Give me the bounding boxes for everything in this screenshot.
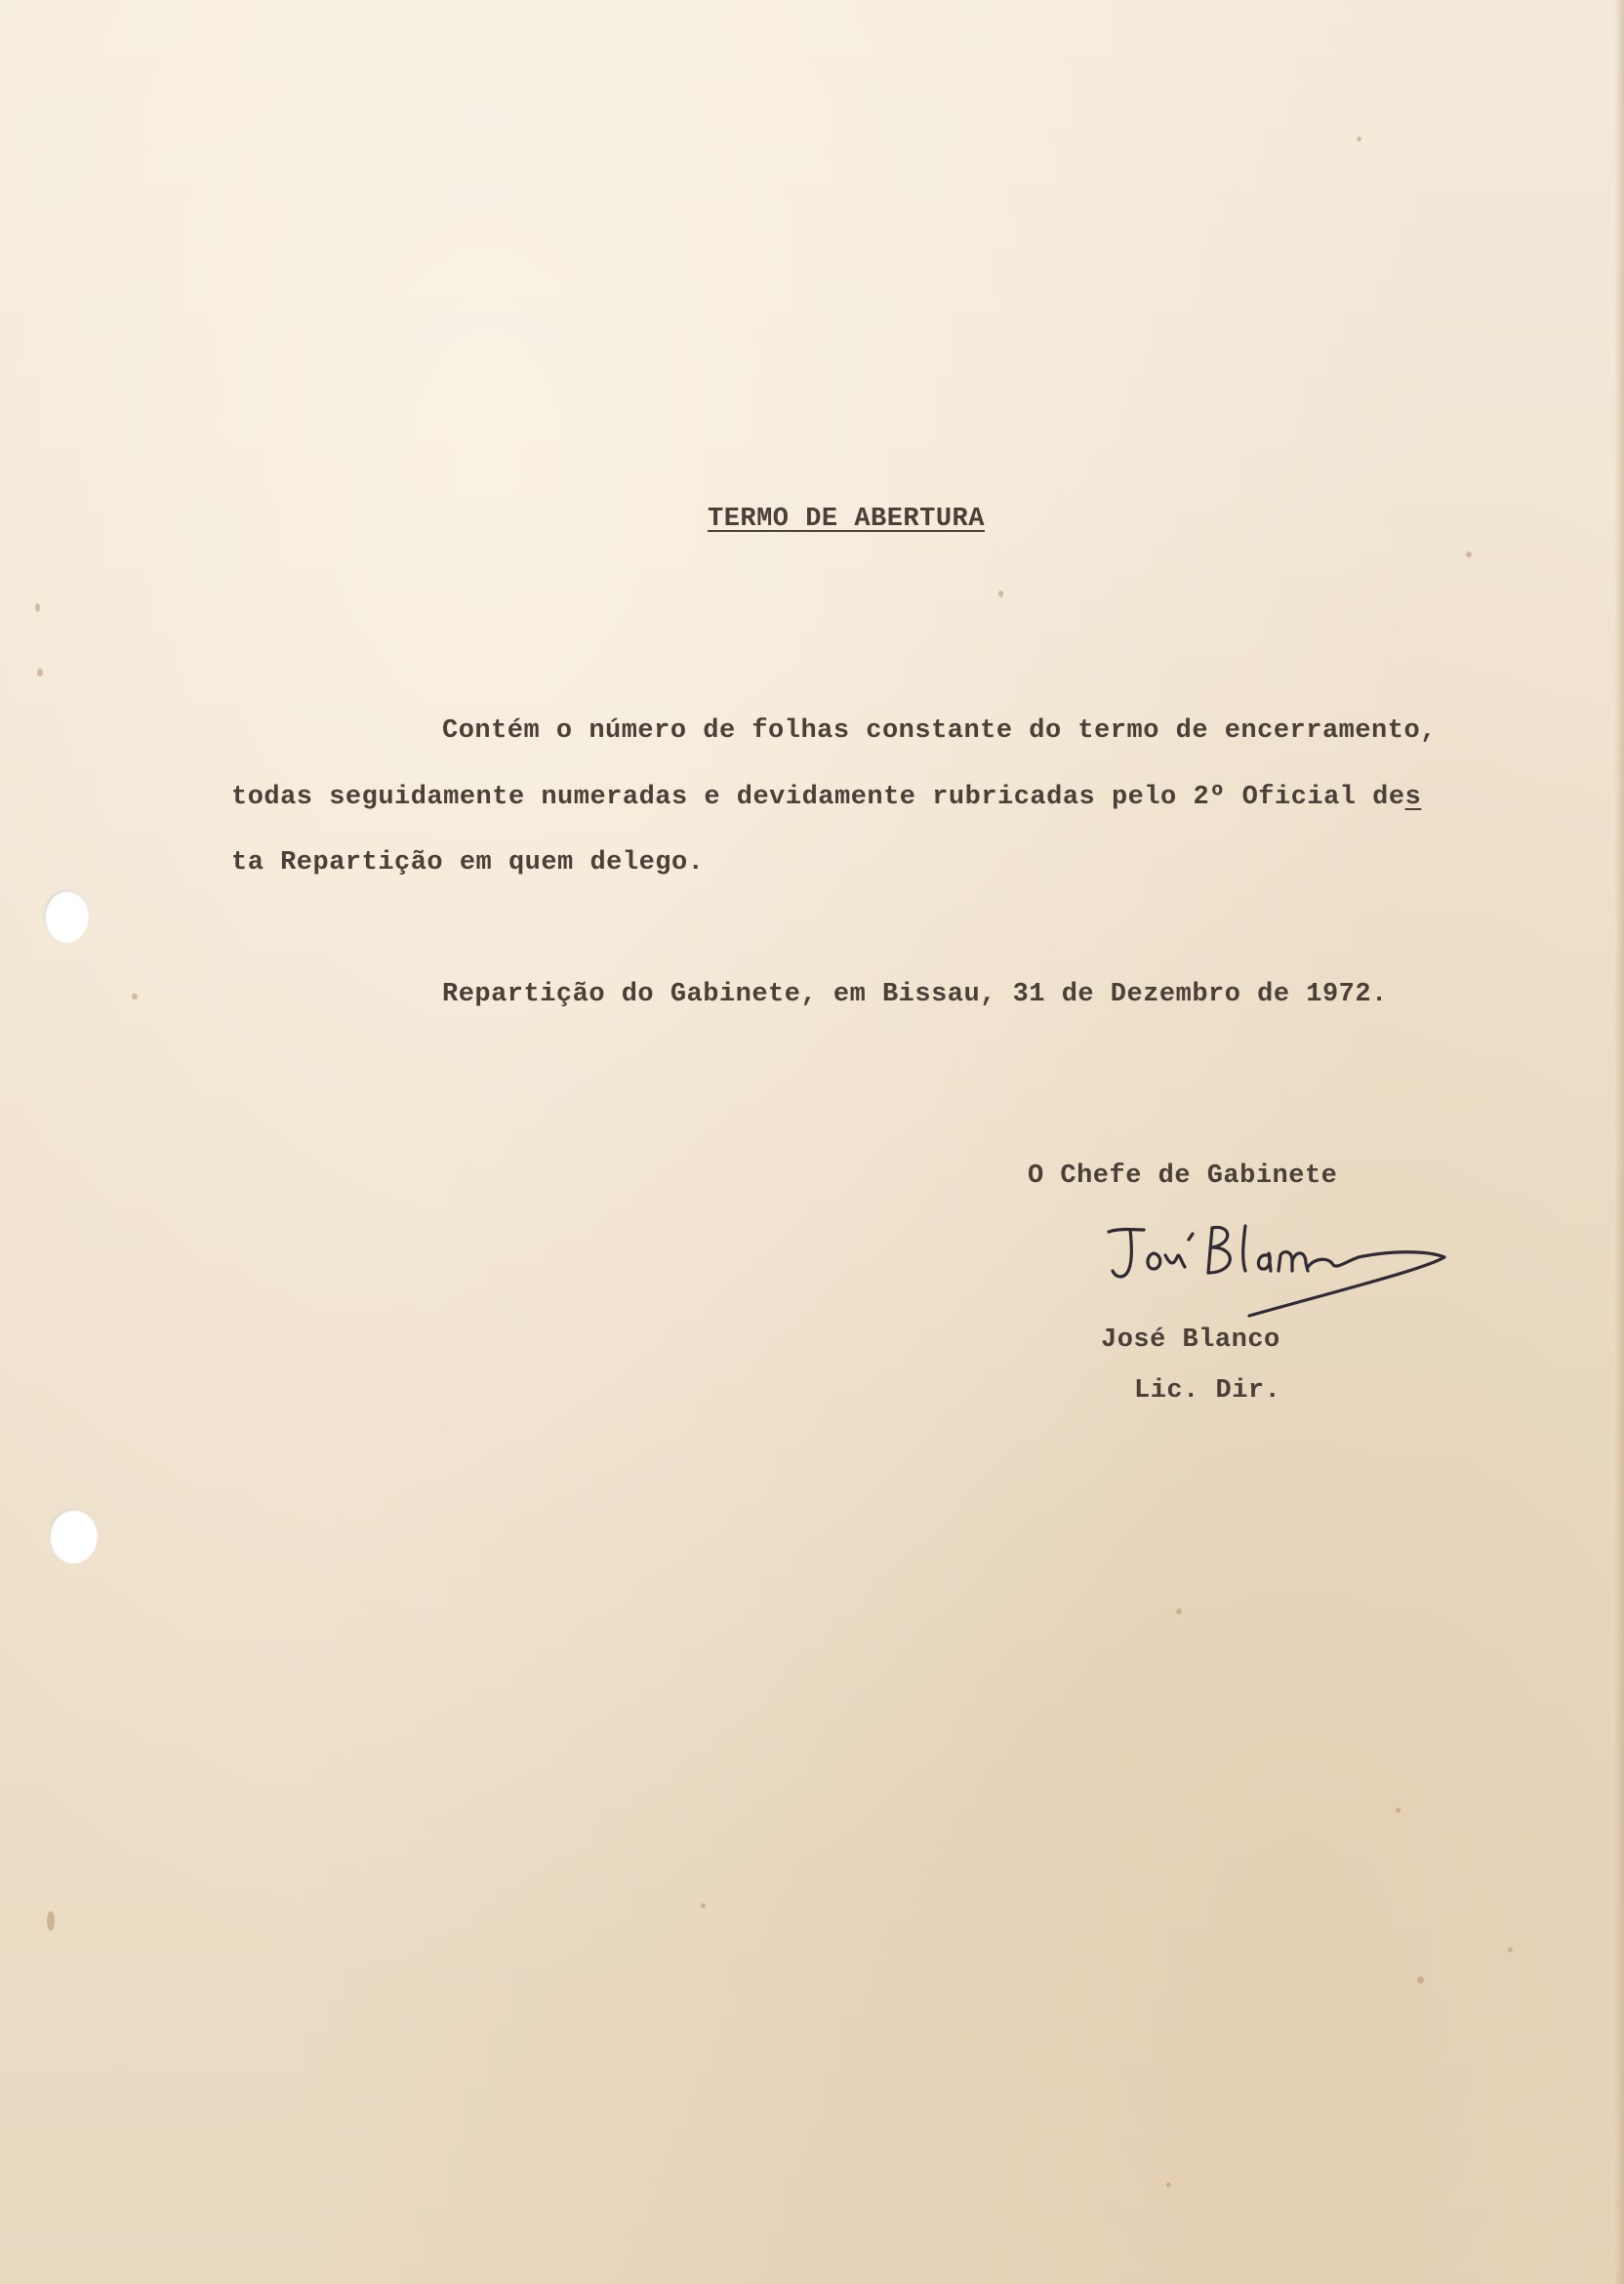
signatory-name: José Blanco bbox=[1101, 1326, 1280, 1355]
document-title: TERMO DE ABERTURA bbox=[708, 505, 985, 534]
body-line-2-text: todas seguidamente numeradas e devidamente rubricadas pelo 2º Oficial de bbox=[231, 783, 1405, 812]
paper-speck bbox=[998, 591, 1003, 597]
paper-edge-shadow bbox=[1614, 0, 1624, 2284]
paper-speck bbox=[1357, 137, 1361, 142]
body-line-2 bbox=[231, 783, 1421, 812]
paper-speck bbox=[1417, 1977, 1424, 1983]
body-line-2-underlined-char: s bbox=[1404, 783, 1422, 812]
punch-hole-bottom bbox=[49, 1509, 98, 1564]
body-line-1: Contém o número de folhas constante do termo de encerramento, bbox=[442, 716, 1437, 746]
paper-speck bbox=[1466, 551, 1472, 557]
paper-speck bbox=[1176, 1609, 1182, 1614]
paper-speck bbox=[37, 669, 43, 676]
paper-speck bbox=[132, 994, 138, 999]
body-line-3: ta Repartição em quem delego. bbox=[231, 848, 705, 877]
punch-hole-top bbox=[44, 890, 89, 943]
paper-speck bbox=[47, 1911, 55, 1931]
signatory-qualification: Lic. Dir. bbox=[1134, 1376, 1281, 1406]
signatory-role: O Chefe de Gabinete bbox=[1028, 1162, 1338, 1191]
paper-speck bbox=[1508, 1947, 1513, 1952]
paper-speck bbox=[35, 603, 40, 612]
paper-speck bbox=[1396, 1808, 1401, 1813]
paper-speck bbox=[701, 1903, 706, 1908]
place-and-date: Repartição do Gabinete, em Bissau, 31 de Dezembro de 1972. bbox=[442, 980, 1388, 1009]
paper-speck bbox=[1166, 2182, 1171, 2187]
